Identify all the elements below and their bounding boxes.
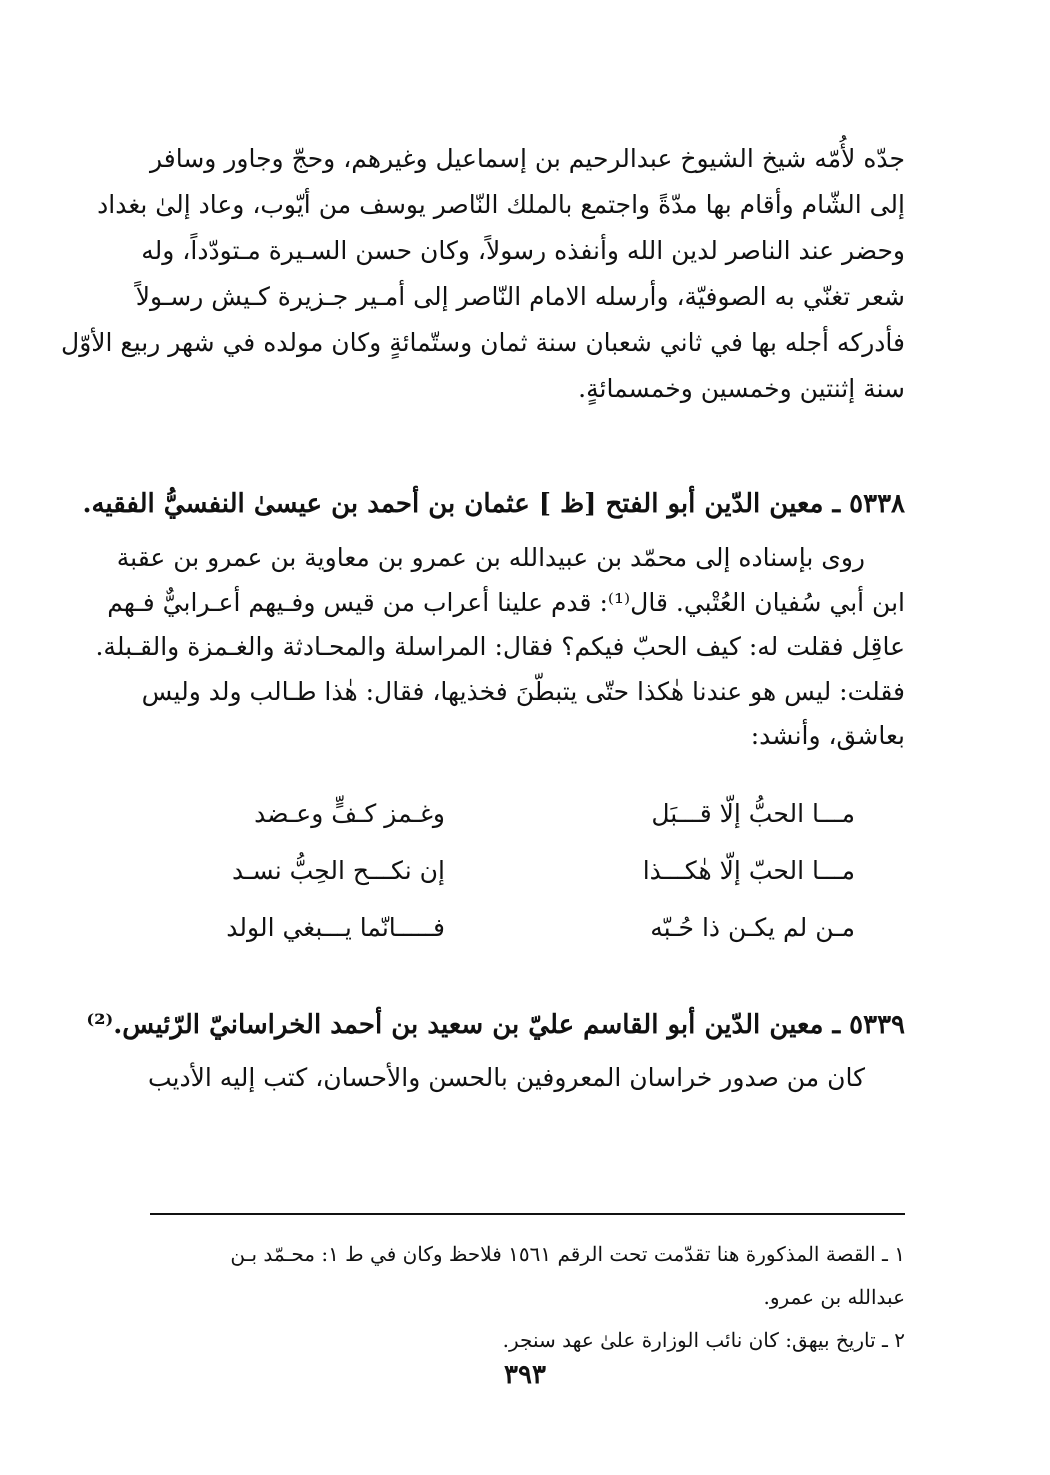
paragraph-line: روى بإسناده إلى محمّد بن عبيدالله بن عمرو بن معاوية بن عمرو بن عقبة (116, 543, 865, 572)
footnote-line: ١ ـ القصة المذكورة هنا تقدّمت تحت الرقم ١٥٦١ فلاحظ وكان في ط ١: محـمّد بـن (230, 1242, 905, 1266)
entry-body-5338 (95, 536, 905, 759)
verse-hemistich: فـــــانّما يـــبغي الولد (226, 913, 445, 942)
paragraph-line: شعر تغنّي به الصوفيّة، وأرسله الامام النّاصر إلى أمـير جـزيرة كـيش رسـولاً (135, 282, 905, 311)
verse-hemistich: مـــا الحبُّ إلّا قـــبَل (651, 799, 855, 828)
verse-hemistich: وغـمز كـفٍّ وعـضد (254, 799, 445, 828)
verse-hemistich: مـن لم يكـن ذا حُـبّه (650, 913, 855, 942)
paragraph-line: كان من صدور خراسان المعروفين بالحسن والأحسان، كتب إليه الأديب (148, 1063, 865, 1092)
paragraph-line: فأدركه أجله بها في ثاني شعبان سنة ثمان وستّمائةٍ وكان مولده في شهر ربيع الأوّل (61, 328, 905, 357)
paragraph-line: بعاشق، وأنشد: (750, 721, 905, 750)
entry-body-5339 (150, 1055, 905, 1101)
paragraph-line: سنة إثنتين وخمسين وخمسمائةٍ. (578, 374, 905, 403)
paragraph-line: إلى الشّام وأقام بها مدّةً واجتمع بالملك النّاصر يوسف من أيّوب، وعاد إلىٰ بغداد (97, 190, 905, 219)
footnote-divider (150, 1213, 905, 1215)
entry-heading-5338: ٥٣٣٨ ـ معين الدّين أبو الفتح [ظ ] عثمان بن أحمد بن عيسىٰ النفسيُّ الفقيه. (82, 489, 905, 519)
page-number: ٣٩٣ (504, 1360, 546, 1390)
intro-paragraph (61, 136, 905, 412)
paragraph-line: وحضر عند الناصر لدين الله وأنفذه رسولاً، وكان حسن السـيرة مـتودّداً، وله (141, 236, 905, 265)
verse-first-hemistichs (643, 785, 855, 956)
paragraph-line: ابن أبي سُفيان العُتْبي. قال⁽¹⁾: قدم علينا أعراب من قيس وفـيهم أعـرابيٌّ فـهم (107, 587, 905, 617)
footnotes (150, 1233, 905, 1362)
footnote-line: عبدالله بن عمرو. (763, 1285, 905, 1309)
verse-hemistich: مـــا الحبّ إلّا هٰكـــذا (642, 856, 855, 885)
paragraph-line: فقلت: ليس هو عندنا هٰكذا حتّى يتبطّنَ فخذيها، فقال: هٰذا طـالب ولد وليس (141, 676, 905, 706)
paragraph-line: عاقِل فقلت له: كيف الحبّ فيكم؟ فقال: المراسلة والمحـادثة والغـمزة والقـبلة. (95, 632, 905, 661)
footnote-line: ٢ ـ تاريخ بيهق: كان نائب الوزارة علىٰ عهد سنجر. (502, 1328, 905, 1352)
verse-hemistich: إن نكـــح الحِبُّ نسـد (232, 856, 445, 885)
paragraph-line: جدّه لأُمّه شيخ الشيوخ عبدالرحيم بن إسماعيل وغيرهم، وحجّ وجاور وسافر (150, 144, 905, 173)
entry-heading-5339: ٥٣٣٩ ـ معين الدّين أبو القاسم عليّ بن سعيد بن أحمد الخراسانيّ الرّئيس.⁽²⁾ (86, 1010, 905, 1040)
verse-second-hemistichs (226, 785, 445, 956)
